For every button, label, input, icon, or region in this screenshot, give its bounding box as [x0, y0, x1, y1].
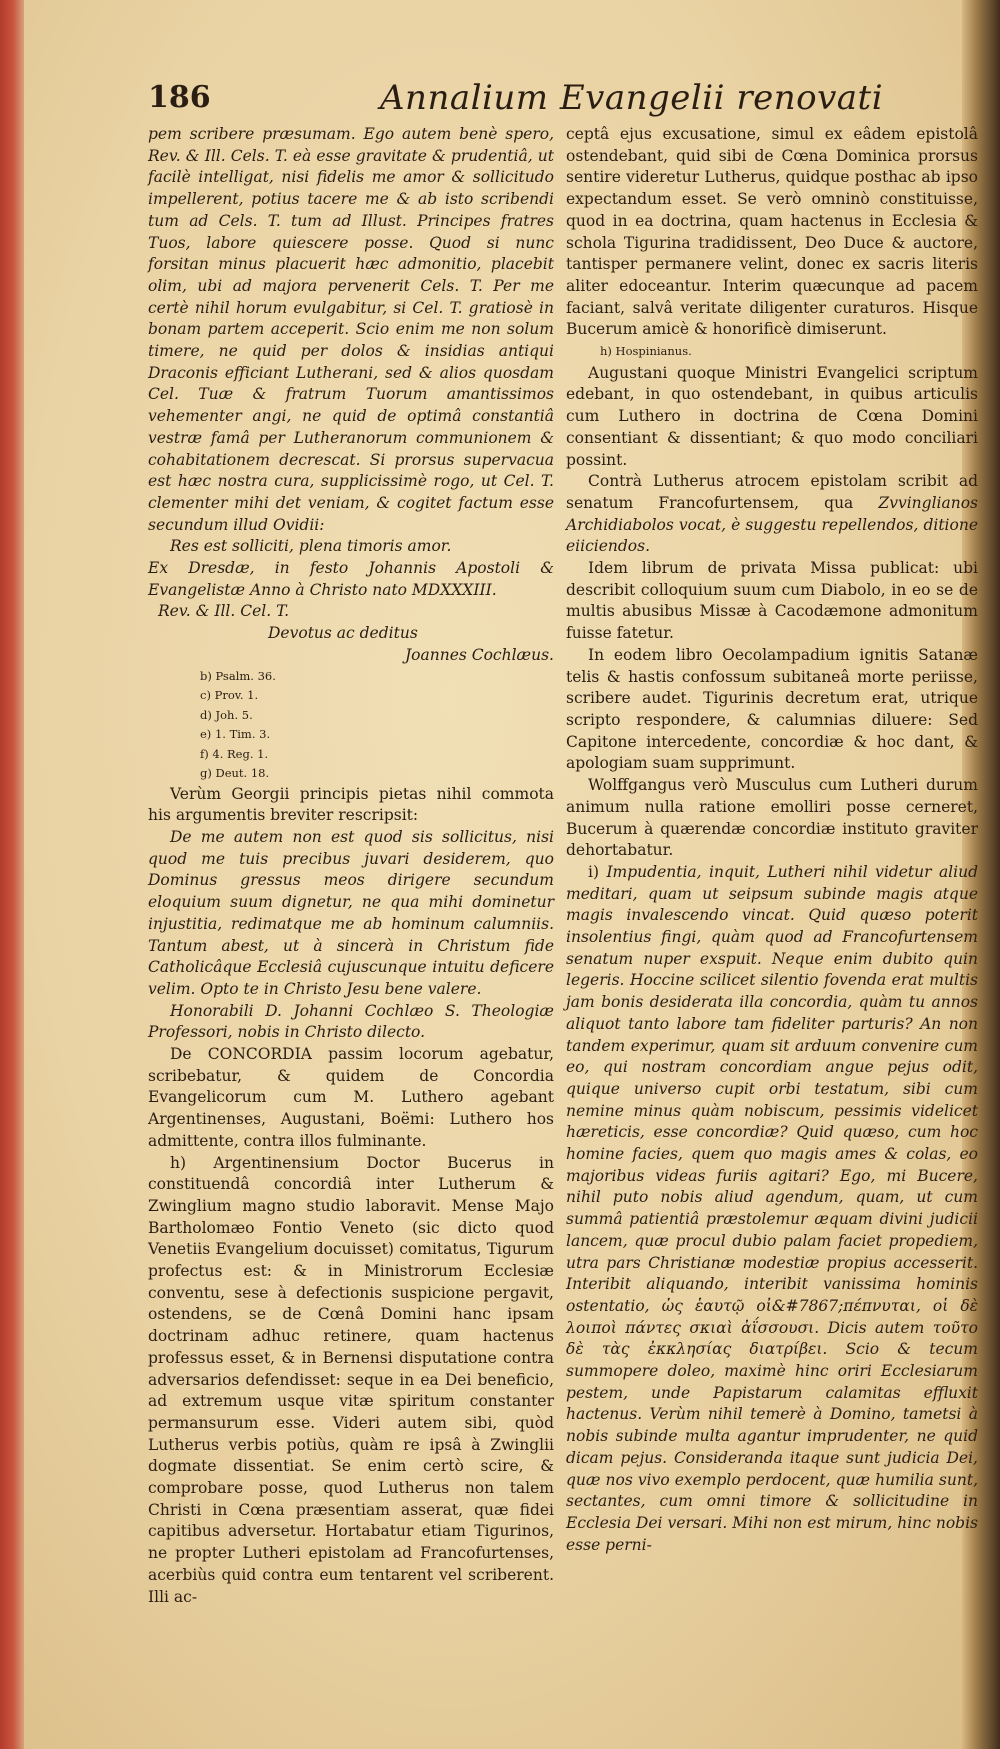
reference-item: c) Prov. 1.	[200, 688, 259, 703]
page-number: 186	[148, 80, 211, 115]
scripture-references	[148, 667, 554, 784]
letter-addressee: Rev. & Ill. Cel. T.	[158, 602, 290, 621]
paragraph-lutherus-text: Contrà Lutherus atrocem epistolam scribit ad senatum Francofurtensem, qua	[566, 472, 978, 512]
reference-item: f) 4. Reg. 1.	[200, 746, 269, 761]
paragraph-continuation: ceptâ ejus excusatione, simul ex eâdem epistolâ ostendebant, quid sibi de Cœna Dominica prorsus sentire videretur Lutherus, quidque posthac ab ipso expectandum esset. Se verò omninò constituisse, quod in ea doctrina, quam hactenus in Ecclesia & schola Tigurina tradidissent, Deo Duce & auctore, tantisper permanere velint, donec ex sacris literis aliter edoceantur. Interim quæcunque ad pacem faciant, salvâ veritate diligenter curaturos. Hisque Bucerum amicè & honorificè dimiserunt.	[566, 125, 978, 339]
reference-item: b) Psalm. 36.	[200, 668, 276, 683]
paragraph-missa: Idem librum de privata Missa publicat: ubi describit colloquium suum cum Diabolo, in eo se de multis abusibus Missæ à Cacodæmone admonitum fuisse fatetur.	[566, 559, 978, 643]
letter-body: pem scribere præsumam. Ego autem benè spero, Rev. & Ill. Cels. T. eà esse gravitate & prudentiâ, ut facilè intelligat, nisi fidelis me amor & sollicitudo impellerent, potius tacere me & ab isto scribendi tum ad Cels. T. tum ad Illust. Principes fratres Tuos, labore quiescere posse. Quod si nunc forsitan minus placuerit hæc admonitio, placebit olim, ubi ad majora pervenerit Cels. T. Per me certè nihil horum evulgabitur, si Cel. T. gratiosè in bonam partem acceperit. Scio enim me non solum timere, ne quid per dolos & insidias antiqui Draconis efficiant Lutherani, sed & alios quosdam Cel. Tuæ & fratrum Tuorum amantissimos vehementer angi, ne quid de optimâ constantiâ vestræ famâ per Lutheranorum communionem & cohabitationem decrescat. Si prorsus supervacua est hæc nostra cura, supplicissimè rogo, ut Cel. T. clementer mihi det veniam, & cogitet factum esse secundum illud Ovidii:	[148, 125, 554, 534]
quote-text: Impudentia, inquit, Lutheri nihil videtur aliud meditari, quam ut seipsum subinde magis atque magis invalescendo vincat. Quid quæso poterit insolentius fingi, quàm quod ad Francofurtensem senatum nuper exspuit. Neque enim dubito quin legeris. Hoccine scilicet silentio fovenda erat multis jam bonis desiderata illa concordia, quàm tu annos aliquot tanto labore tam fideliter parturis? An non tandem experimur, quam sit arduum convenire cum eo, qui nostram concordiam angue pejus odit, quique universo cupit orbi testatum, sibi cum nemine minus quàm nobiscum, pessimis videlicet hæreticis, esse concordiæ? Quid quæso, cum hoc homine facies, quem quo magis ames & colas, eo majoribus videas furiis agitari? Ego, mi Bucere, nihil puto nobis aliud agendum, quam, ut cum summâ patientiâ præstolemur æquam divini judicii lancem, quæ procul dubio palam faciet propediem, utra pars Christianæ modestiæ propius accesserit. Interibit aliquando, interibit vanissima hominis ostentatio, ὡς ἑαυτῷ οἰ&#7867;πέπνυται, οἱ δὲ λοιποὶ πάντες σκιαὶ ἀΐσσουσι. Dicis autem τοῦτο δὲ τὰς ἐκκλησίας διατρίβει. Scio & tecum summopere doleo, maximè hinc oriri Ecclesiarum pestem, unde Papistarum calamitas effluxit hactenus. Verùm nihil temerè à Domino, tametsi à nobis subinde multa agantur imprudenter, ne quid dicam pejus. Considerandа itaque sunt judicia Dei, quæ nos vivo exemplo perdocent, quæ humilia sunt, sectantes, cum omni timore & sollicitudine in Ecclesia Dei versari. Mihi non est mirum, hinc nobis esse perni-	[566, 862, 979, 1554]
ovid-verse: Res est solliciti, plena timoris amor.	[170, 537, 452, 556]
quote-marker: i)	[588, 862, 607, 881]
red-page-edge	[0, 0, 24, 1749]
reply-address: Honorabili D. Johanni Cochlæo S. Theologiæ Professori, nobis in Christo dilecto.	[148, 1001, 554, 1042]
reference-item: d) Joh. 5.	[200, 707, 253, 722]
reference-item: e) 1. Tim. 3.	[200, 727, 271, 742]
signature-line-1: Devotus ac deditus	[268, 624, 418, 643]
page-header	[148, 78, 978, 130]
reference-item: g) Deut. 18.	[200, 766, 270, 781]
left-column	[148, 124, 554, 1608]
right-column	[566, 124, 978, 1556]
paragraph-concordia: De CONCORDIA passim locorum agebatur, scribebatur, & quidem de Concordia Evangelicorum cum M. Luthero agebant Argentinenses, Augustani, Boëmi: Luthero hos admittente, contra illos fulminante.	[148, 1045, 554, 1150]
paragraph-bucer: h) Argentinensium Doctor Bucerus in constituendâ concordiâ inter Lutherum & Zwinglium magno studio laboravit. Mense Majo Bartholomæo Fontio Veneto (sic dicto quod Venetiis Evangelium docuisset) comitatus, Tigurum profectus est: & in Ministrorum Ecclesiæ conventu, sese à defectionis suspicione pergavit, ostendens, se de Cœnâ Domini hanc ipsam doctrinam adhuc retinere, quam hactenus professus esset, & in Bernensi disputatione contra adversarios defendisset: seque in ea Dei beneficio, ad extremum usque vitæ spiritum constanter permansurum esse. Videri autem sibi, quòd Lutherus verbis potiùs, quàm re ipsâ à Zwinglii dogmate dissentiat. Se enim certò scire, & comprobare posse, quod Lutherus non talem Christi in Cœna præsentiam asserat, quæ fidei capitibus adversetur. Hortabatur etiam Tigurinos, ne propter Lutheri epistolam ad Francofurtenses, acerbiùs quid contra eum tentarent vel scriberent. Illi ac-	[148, 1153, 554, 1606]
paragraph-oecolampadius: In eodem libro Oecolampadium ignitis Satanæ telis & hastis confossum subitaneâ morte periisse, scribere audet. Tigurinis decretum erat, utrique scripto respondere, & calumnias diluere: Sed Capitone intercedente, concordiæ & hoc dant, & apologiam suam supprimunt.	[566, 645, 978, 773]
running-title: Annalium Evangelii renovati	[380, 78, 884, 118]
signature-line-2: Joannes Cochlæus.	[404, 645, 554, 664]
paragraph-musculus: Wolffgangus verò Musculus cum Lutheri durum animum nulla ratione emolliri posse cerneret, Bucerum à quærendæ concordiæ instituto graviter dehortabatur.	[566, 776, 978, 860]
georgii-reply: De me autem non est quod sis sollicitus, nisi quod me tuis precibus juvari desiderem, quo Dominus gressus meos dirigere secundum eloquium suum dignetur, ne qua mihi dominetur injustitia, redimatque me ab hominum calumniis. Tantum abest, ut à sincerà in Christum fide Catholicâque Ecclesiâ cujuscunque intuitu deficere velim. Opto te in Christo Jesu bene valere.	[148, 827, 554, 998]
marginal-note: h) Hospinianus.	[600, 344, 692, 359]
paragraph-intro: Verùm Georgii principis pietas nihil commota his argumentis breviter rescripsit:	[148, 784, 554, 825]
letter-dateline: Ex Dresdæ, in festo Johannis Apostoli & Evangelistæ Anno à Christo nato MDXXXIII.	[148, 559, 554, 599]
paragraph-lutherus-italic: Zvvinglianos Archidiabolos vocat, è suggestu repellendos, ditione eiiciendos.	[566, 493, 978, 556]
paragraph-augustani: Augustani quoque Ministri Evangelici scriptum edebant, in quo ostendebant, in quibus articulis cum Luthero in doctrina de Cœna Domini consentiant & dissentiant; & quo modo conciliari possint.	[566, 363, 978, 469]
paragraph-lutherus	[566, 471, 978, 558]
paragraph-musculus-quote	[566, 862, 978, 1557]
